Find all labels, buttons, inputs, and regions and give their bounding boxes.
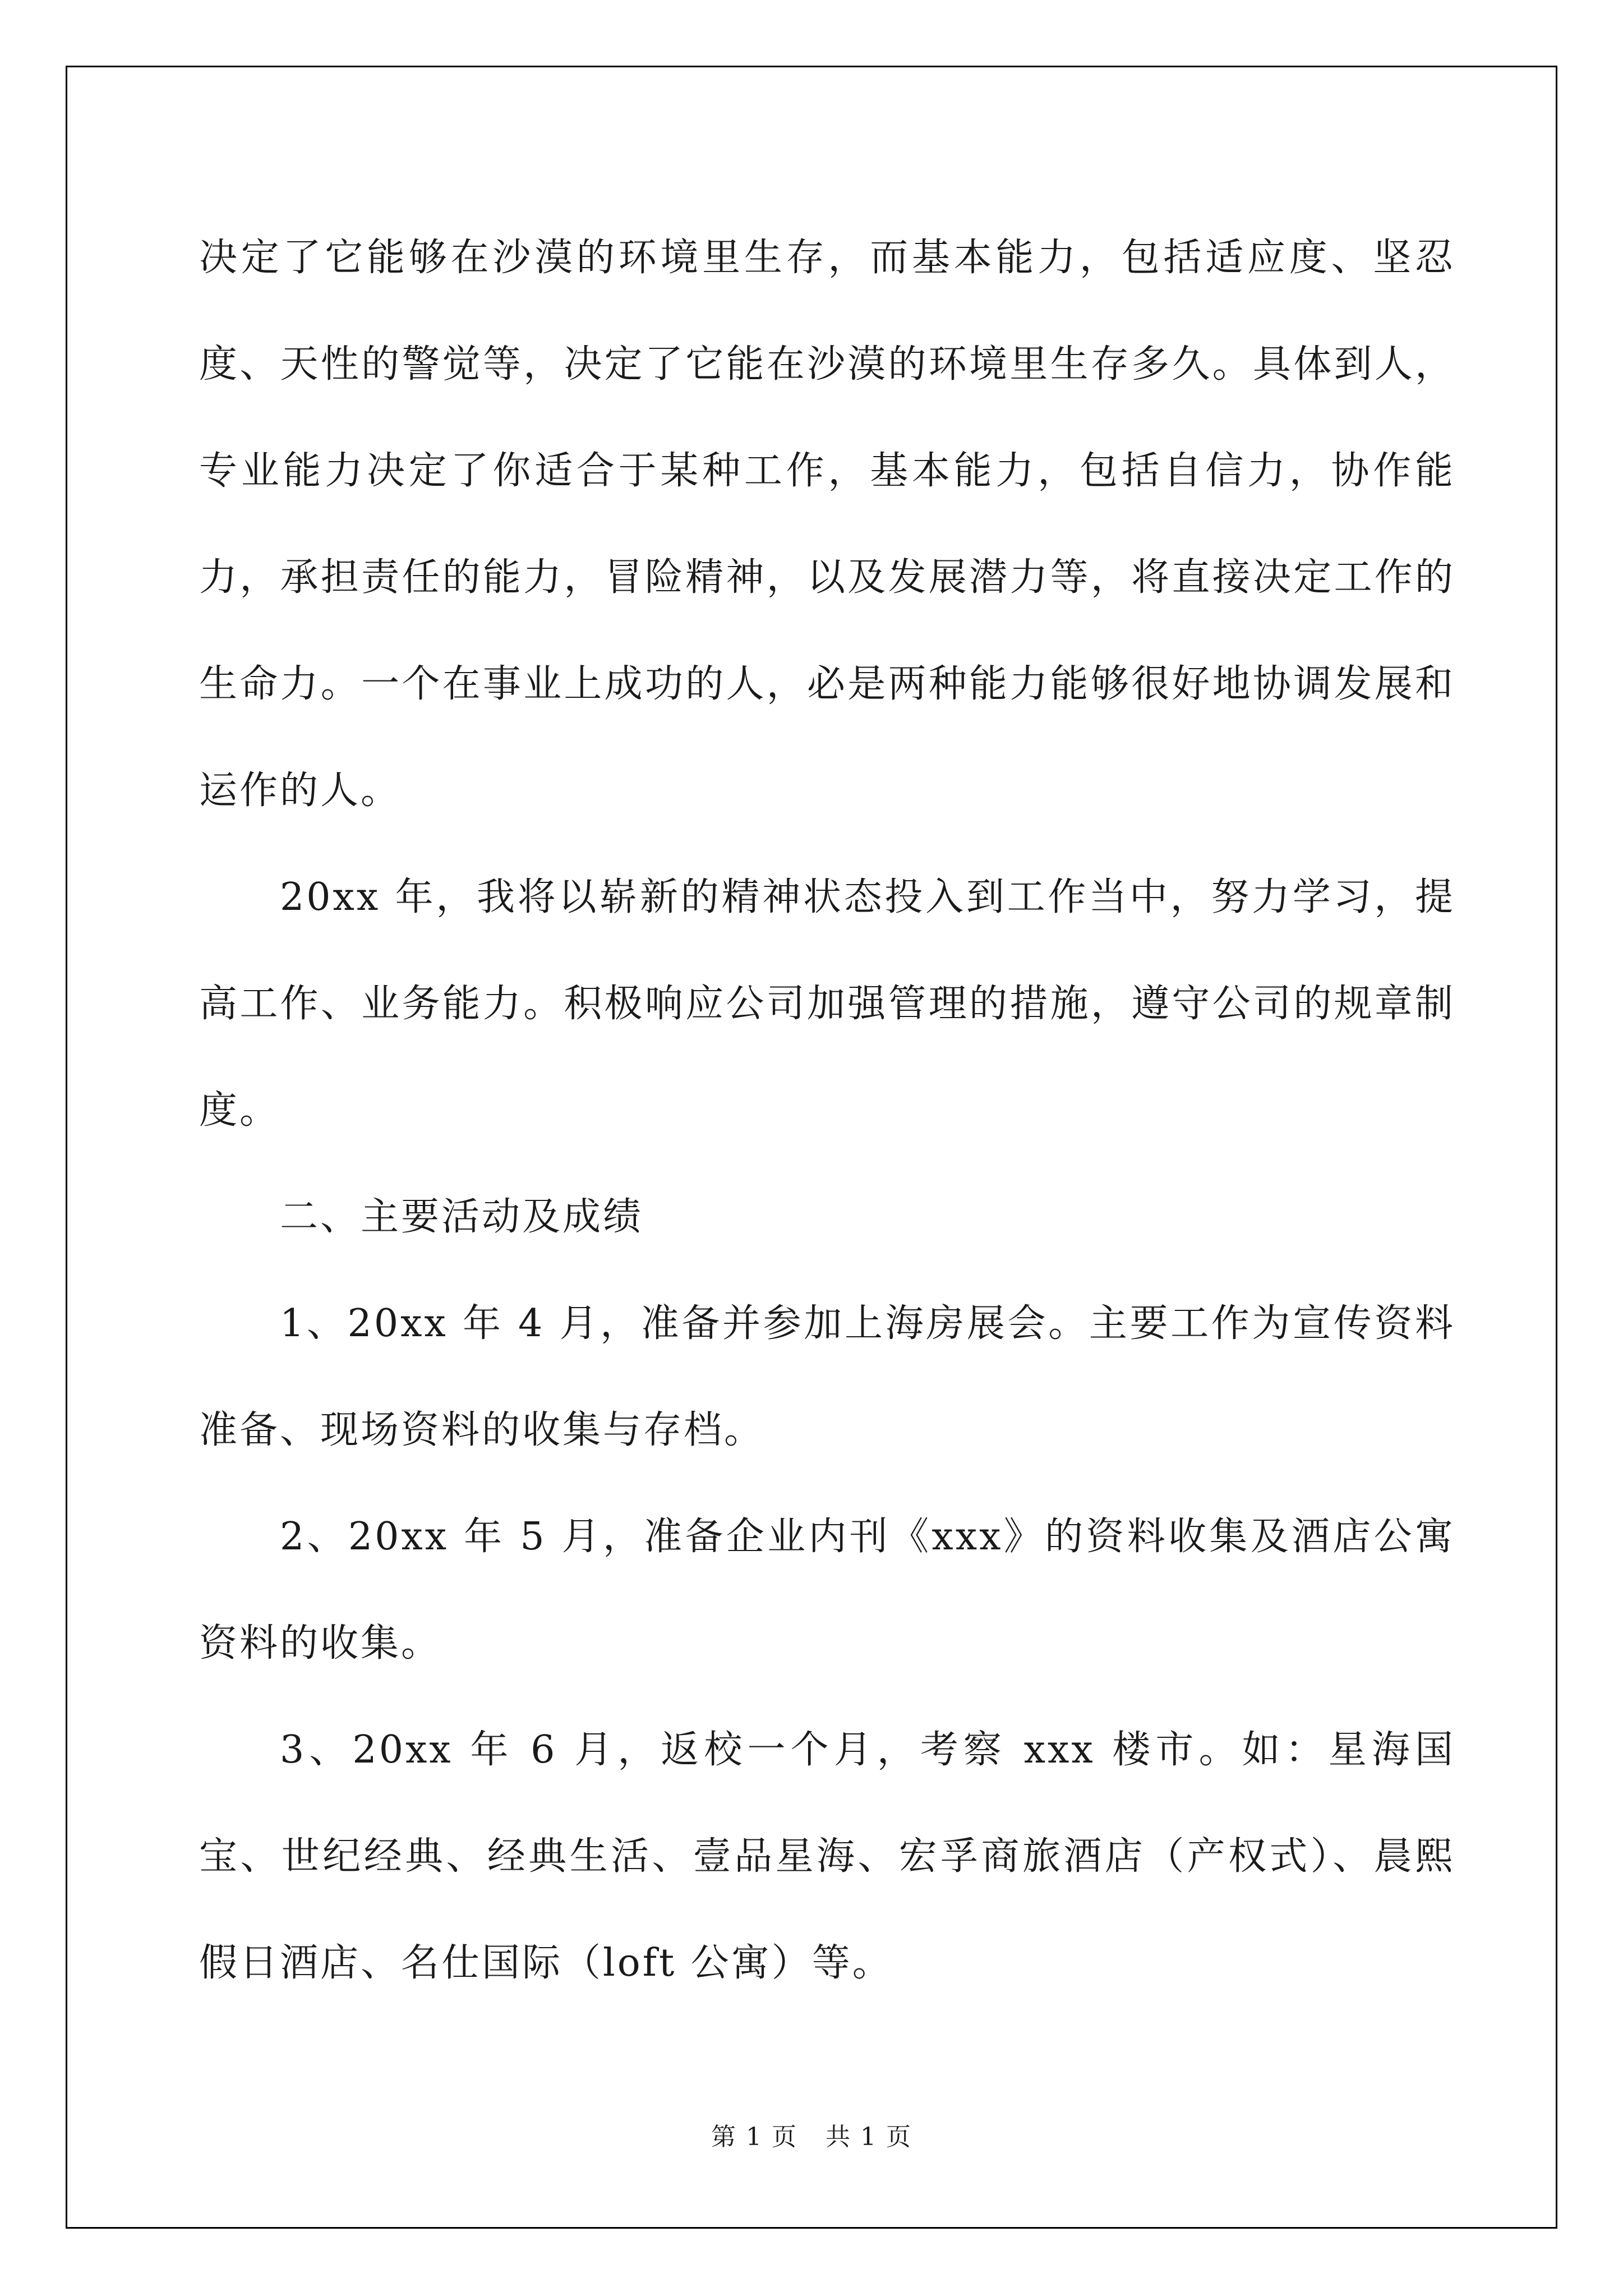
list-item-april: 1、20xx 年 4 月，准备并参加上海房展会。主要工作为宣传资料准备、现场资料的收集与存档。	[199, 1301, 1455, 1452]
paragraph-plan-20xx: 20xx 年，我将以崭新的精神状态投入到工作当中，努力学习，提高工作、业务能力。积极响应公司加强管理的措施，遵守公司的规章制度。	[199, 875, 1455, 1133]
page-footer	[0, 2120, 1623, 2154]
list-item-june: 3、20xx 年 6 月，返校一个月，考察 xxx 楼市。如：星海国宝、世纪经典、经典生活、壹品星海、宏孚商旅酒店（产权式）、晨熙假日酒店、名仕国际（loft 公寓）等。	[199, 1728, 1455, 1985]
list-item-may: 2、20xx 年 5 月，准备企业内刊《xxx》的资料收集及酒店公寓资料的收集。	[199, 1515, 1455, 1665]
page-count: 共 1 页	[826, 2123, 912, 2151]
page-number: 第 1 页	[711, 2123, 797, 2151]
paragraph-continuation: 决定了它能够在沙漠的环境里生存，而基本能力，包括适应度、坚忍度、天性的警觉等，决定了它能在沙漠的环境里生存多久。具体到人，专业能力决定了你适合于某种工作，基本能力，包括自信力，协作能力，承担责任的能力，冒险精神，以及发展潜力等，将直接决定工作的生命力。一个在事业上成功的人，必是两种能力能够很好地协调发展和运作的人。	[199, 236, 1455, 813]
document-body	[199, 205, 1455, 2017]
section-heading: 二、主要活动及成绩	[280, 1195, 644, 1239]
